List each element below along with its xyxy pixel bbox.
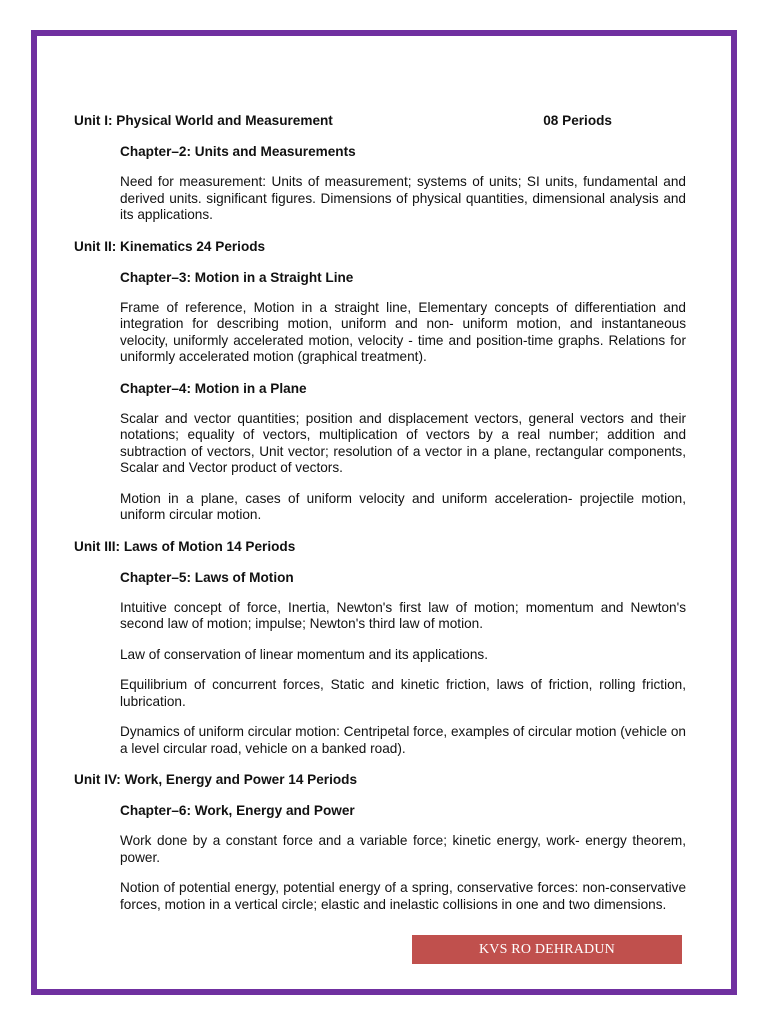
- unit-heading: Unit IV: Work, Energy and Power 14 Periods: [74, 772, 358, 787]
- paragraph: Equilibrium of concurrent forces, Static and kinetic friction, laws of friction, rolling friction, lubrication.: [120, 677, 686, 709]
- paragraph: Notion of potential energy, potential energy of a spring, conservative forces: non-conservative forces, motion in a vertical circle; elastic and inelastic collisions in one and two dimensions.: [120, 880, 686, 912]
- paragraph: Law of conservation of linear momentum and its applications.: [120, 646, 488, 662]
- chapter-heading: Chapter–4: Motion in a Plane: [120, 380, 307, 396]
- paragraph: Work done by a constant force and a variable force; kinetic energy, work- energy theorem, power.: [120, 833, 686, 865]
- unit-heading: Unit III: Laws of Motion 14 Periods: [74, 538, 296, 554]
- chapter-heading: Chapter–6: Work, Energy and Power: [120, 803, 355, 818]
- paragraph: Intuitive concept of force, Inertia, Newton's first law of motion; momentum and Newton's second law of motion; impulse; Newton's third law of motion.: [120, 599, 686, 631]
- footer-banner: [412, 935, 682, 964]
- paragraph: Need for measurement: Units of measurement; systems of units; SI units, fundamental and derived units. significant figures. Dimensions of physical quantities, dimensional analysis and its applications.: [120, 174, 686, 222]
- chapter-heading: Chapter–3: Motion in a Straight Line: [120, 269, 354, 285]
- footer-text: KVS RO DEHRADUN: [478, 941, 615, 957]
- paragraph: Scalar and vector quantities; position and displacement vectors, general vectors and their notations; equality of vectors, multiplication of vectors by a real number; addition and subtraction of vectors, Unit vector; resolution of a vector in a plane, rectangular components, Scalar and Vector product of vectors.: [120, 410, 686, 475]
- unit-heading: Unit II: Kinematics 24 Periods: [74, 238, 266, 254]
- paragraph: Motion in a plane, cases of uniform velocity and uniform acceleration- projectile motion, uniform circular motion.: [120, 490, 686, 522]
- unit-heading: [74, 112, 686, 129]
- unit-periods: 08 Periods: [543, 113, 612, 128]
- chapter-heading: Chapter–5: Laws of Motion: [120, 569, 294, 585]
- chapter-heading: Chapter–2: Units and Measurements: [120, 144, 356, 159]
- paragraph: Frame of reference, Motion in a straight line, Elementary concepts of differentiation and integration for describing motion, uniform and non- uniform motion, and instantaneous velocity, uniformly accelerated motion, velocity - time and position-time graphs. Relations for uniformly accelerated motion (graphical treatment).: [120, 299, 686, 364]
- syllabus-content: [74, 112, 686, 927]
- unit-title: Unit I: Physical World and Measurement: [74, 113, 333, 128]
- paragraph: Dynamics of uniform circular motion: Centripetal force, examples of circular motion (vehicle on a level circular road, vehicle on a banked road).: [120, 724, 686, 756]
